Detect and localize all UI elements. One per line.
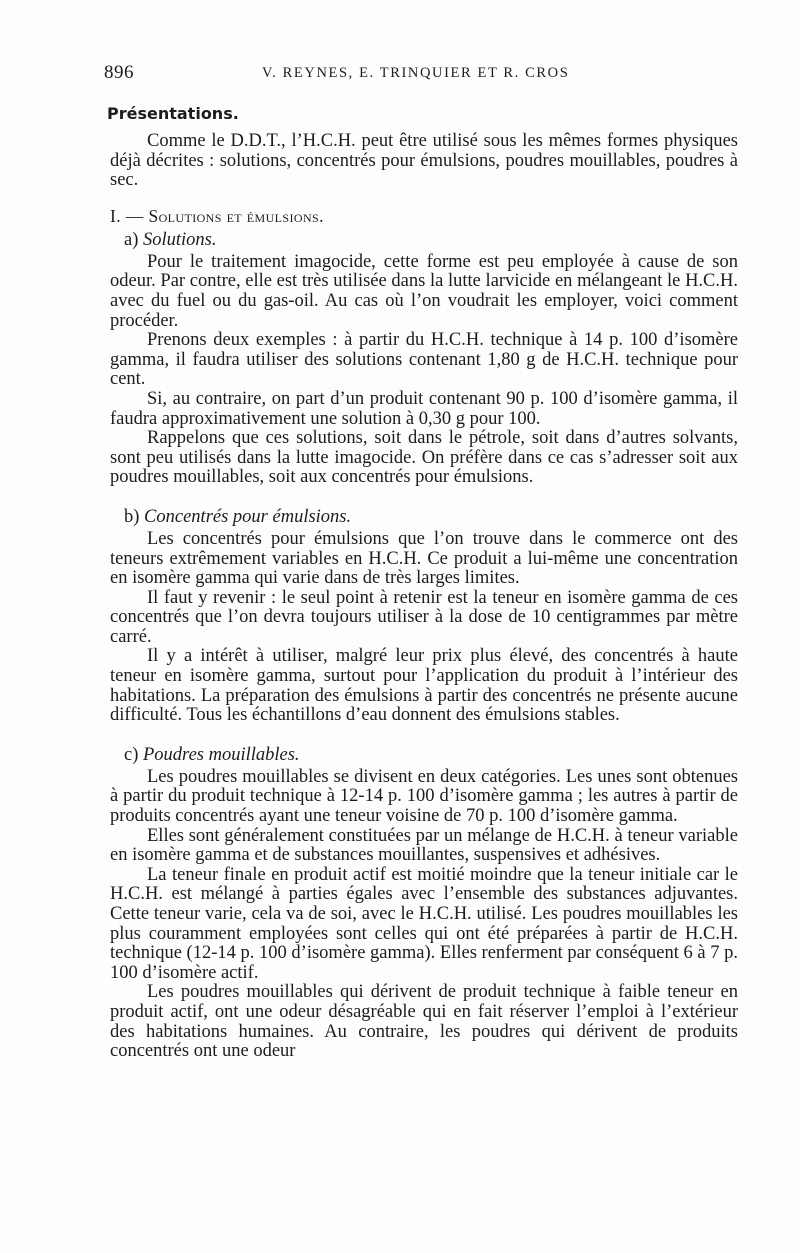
page-content bbox=[107, 103, 738, 1062]
page-header bbox=[104, 62, 744, 88]
part-title: Solutions et émulsions. bbox=[148, 205, 324, 226]
part-number: I. — bbox=[110, 205, 144, 226]
subsection-title: Poudres mouillables. bbox=[143, 744, 300, 765]
paragraph: Les poudres mouillables qui dérivent de produit technique à faible teneur en produit actif, ont une odeur désagréable qui en fait réserver l’emploi à l’extérieur des habitations humaines. Au contraire, les poudres qui dérivent de produits concentrés ont une odeur bbox=[110, 982, 738, 1062]
part-heading-solutions-emulsions bbox=[110, 205, 738, 227]
paragraph: Pour le traitement imagocide, cette forme est peu employée à cause de son odeur. Par contre, elle est très utilisée dans la lutte larvicide en mélangeant le H.C.H. avec du fuel ou du gas-oil. Au cas où l’on voudrait les employer, voici comment procéder. bbox=[110, 251, 738, 331]
paragraph: Si, au contraire, on part d’un produit contenant 90 p. 100 d’isomère gamma, il faudra approximativement une solution à 0,30 g pour 100. bbox=[110, 388, 738, 429]
paragraph-intro: Comme le D.D.T., l’H.C.H. peut être utilisé sous les mêmes formes physiques déjà décrites : solutions, concentrés pour émulsions, poudres mouillables, poudres à sec. bbox=[110, 131, 738, 191]
subsection-letter: c) bbox=[124, 744, 139, 765]
subsection-heading-concentres bbox=[110, 507, 738, 528]
paragraph: Il faut y revenir : le seul point à retenir est la teneur en isomère gamma de ces concentrés que l’on devra toujours utiliser à la dose de 10 centigrammes par mètre carré. bbox=[110, 587, 738, 647]
paragraph: La teneur finale en produit actif est moitié moindre que la teneur initiale car le H.C.H. est mélangé à parties égales avec l’ensemble des substances adjuvantes. Cette teneur varie, cela va de soi, avec le H.C.H. utilisé. Les poudres mouillables les plus couramment employées sont celles qui ont été préparées à partir de H.C.H. technique (12-14 p. 100 d’isomère gamma). Elles renferment par conséquent 6 à 7 p. 100 d’isomère actif. bbox=[110, 864, 738, 983]
paragraph: Rappelons que ces solutions, soit dans le pétrole, soit dans d’autres solvants, sont peu utilisés dans la lutte imagocide. On préfère dans ce cas s’adresser soit aux poudres mouillables, soit aux concentrés pour émulsions. bbox=[110, 428, 738, 488]
paragraph: Il y a intérêt à utiliser, malgré leur prix plus élevé, des concentrés à haute teneur en isomère gamma, surtout pour l’application du produit à l’intérieur des habitations. La préparation des émulsions à partir des concentrés ne présente aucune difficulté. Tous les échantillons d’eau donnent des émulsions stables. bbox=[110, 646, 738, 726]
subsection-title: Solutions. bbox=[143, 229, 217, 250]
subsection-letter: b) bbox=[124, 506, 140, 527]
running-head: V. REYNES, E. TRINQUIER ET R. CROS bbox=[262, 65, 570, 81]
subsection-title: Concentrés pour émulsions. bbox=[144, 506, 352, 527]
paragraph: Prenons deux exemples : à partir du H.C.H. technique à 14 p. 100 d’isomère gamma, il faudra utiliser des solutions contenant 1,80 g de H.C.H. technique pour cent. bbox=[110, 330, 738, 390]
subsection-letter: a) bbox=[124, 229, 139, 250]
page-number: 896 bbox=[104, 62, 134, 83]
paragraph: Les concentrés pour émulsions que l’on trouve dans le commerce ont des teneurs extrêmement variables en H.C.H. Ce produit a lui-même une concentration en isomère gamma qui varie dans de très larges limites. bbox=[110, 528, 738, 589]
section-title-presentations: Présentations. bbox=[107, 104, 239, 123]
paragraph: Les poudres mouillables se divisent en deux catégories. Les unes sont obtenues à partir du produit technique à 12-14 p. 100 d’isomère gamma ; les autres à partir de produits concentrés ayant une teneur voisine de 70 p. 100 d’isomère gamma. bbox=[110, 766, 738, 827]
subsection-heading-poudres bbox=[110, 745, 738, 766]
paragraph: Elles sont généralement constituées par un mélange de H.C.H. à teneur variable en isomère gamma et de substances mouillantes, suspensives et adhésives. bbox=[110, 825, 738, 866]
subsection-heading-solutions bbox=[110, 230, 738, 251]
